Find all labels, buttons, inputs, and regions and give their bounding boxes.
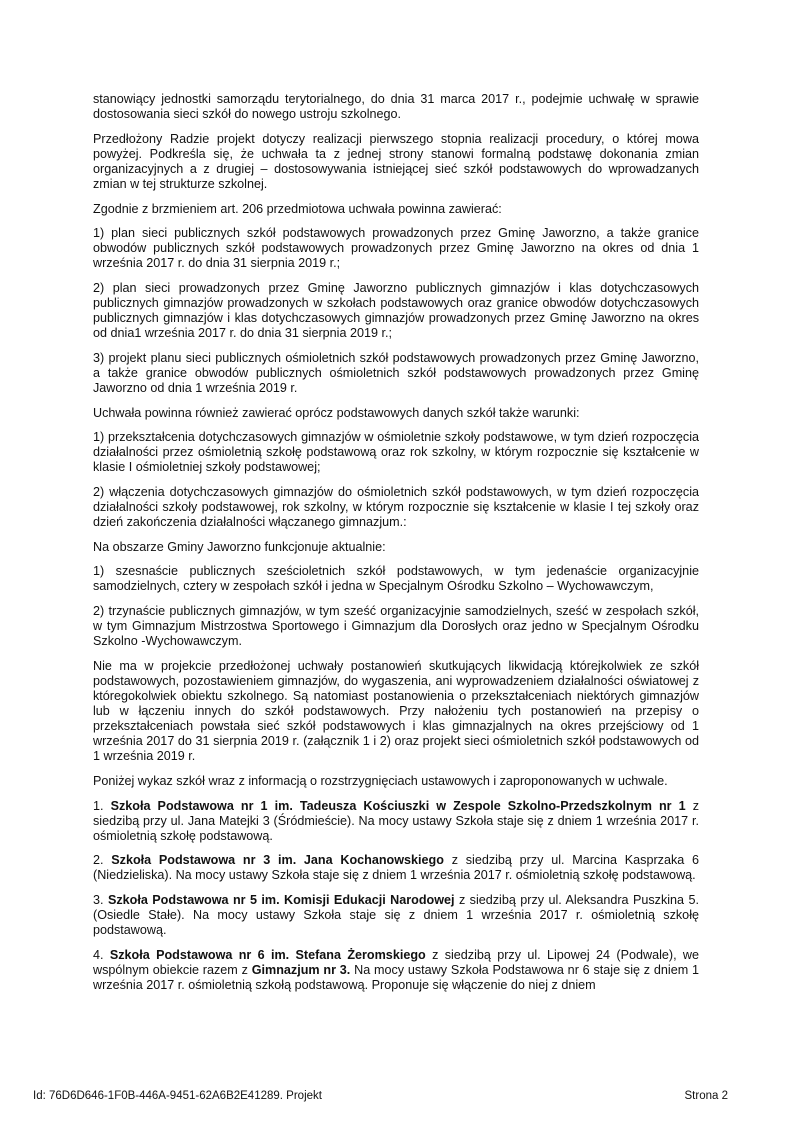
paragraph: Zgodnie z brzmieniem art. 206 przedmiotowa uchwała powinna zawierać:: [93, 201, 502, 216]
paragraph: Na obszarze Gminy Jaworzno funkcjonuje aktualnie:: [93, 539, 386, 554]
paragraph: Przedłożony Radzie projekt dotyczy realizacji pierwszego stopnia realizacji procedury, o której mowa powyżej. Podkreśla się, że uchwała ta z jednej strony stanowi formalną podstawę dokonania zmian organizacyjnych a z drugiej – dostosowywania istniejącej sieć szkół podstawowych do wprowadzanych zmian w tej strukturze szkolnej.: [93, 131, 699, 191]
school-number: 4.: [93, 947, 104, 962]
paragraph: 2) trzynaście publicznych gimnazjów, w tym sześć organizacyjnie samodzielnych, sześć w zespołach szkół, w tym Gimnazjum Mistrzostwa Sportowego i Gimnazjum dla Dorosłych oraz jedno w Specjalnym Ośrodku Szkolno -Wychowawczym.: [93, 604, 699, 649]
school-text: z siedzibą przy ul. Lipowej 24 (Podwale), we wspólnym obiekcie razem z: [93, 947, 700, 977]
school-item: [93, 853, 699, 883]
school-text: z siedzibą przy ul. Marcina Kasprzaka 6 (Niedzieliska). Na mocy ustawy Szkoła staje się z dniem 1 września 2017 r. ośmioletnią szkołę podstawową.: [93, 853, 700, 883]
paragraph: Uchwała powinna również zawierać oprócz podstawowych danych szkół także warunki:: [93, 405, 580, 420]
paragraph: 2) włączenia dotychczasowych gimnazjów do ośmioletnich szkół podstawowych, w tym dzień rozpoczęcia działalności szkoły podstawowej, rok szkolny, w którym rozpocznie się kształcenie w klasie I tej szkoły oraz dzień zakończenia działalności włączanego gimnazjum.:: [93, 484, 699, 530]
document-id: Id: 76D6D646-1F0B-446A-9451-62A6B2E41289. Projekt: [33, 1090, 322, 1102]
school-item: [93, 893, 699, 938]
school-name: Szkoła Podstawowa nr 3 im. Jana Kochanowskiego: [111, 853, 444, 868]
gymnasium-name: Gimnazjum nr 3.: [251, 962, 351, 977]
paragraph: 3) projekt planu sieci publicznych ośmioletnich szkół podstawowych prowadzonych przez Gminę Jaworzno, a także granice obwodów publicznych ośmioletnich szkół podstawowych prowadzonych przez Gminę Jaworzno od dnia 1 września 2019 r.: [93, 350, 699, 395]
school-text: Na mocy ustawy Szkoła Podstawowa nr 6 staje się z dniem 1 września 2017 r. ośmioletnią szkołą podstawową. Proponuje się włączenie do niej z dniem: [93, 962, 699, 992]
school-number: 3.: [93, 893, 104, 908]
school-name: Szkoła Podstawowa nr 6 im. Stefana Żeromskiego: [109, 947, 426, 962]
school-item: [93, 799, 699, 844]
paragraph: Nie ma w projekcie przedłożonej uchwały postanowień skutkujących likwidacją którejkolwiek ze szkół podstawowych, pozostawieniem gimnazjów, do wygaszenia, ani wyprowadzeniem działalności oświatowej z któregokolwiek obiektu szkolnego. Są natomiast postanowienia o przekształceniach niektórych gimnazjów lub w łączeniu innych do szkół podstawowych. Przy nałożeniu tych postanowień na przepisy o przekształceniach powstała sieć szkół podstawowych i klas gimnazjalnych na okres przejściowy od 1 września 2017 do 31 sierpnia 2019 r. (załącznik 1 i 2) oraz projekt sieci ośmioletnich szkół podstawowych od 1 września 2019 r.: [93, 658, 699, 764]
paragraph: 1) plan sieci publicznych szkół podstawowych prowadzonych przez Gminę Jaworzno, a także granice obwodów publicznych szkół podstawowych prowadzonych przez Gminę Jaworzno na okres od dnia 1 września 2017 r. do dnia 31 sierpnia 2019 r.;: [93, 226, 699, 271]
paragraph: 1) szesnaście publicznych sześcioletnich szkół podstawowych, w tym jedenaście organizacyjnie samodzielnych, cztery w zespołach szkół i jedna w Specjalnym Ośrodku Szkolno – Wychowawczym,: [93, 564, 699, 594]
school-text: z siedzibą przy ul. Aleksandra Puszkina 5. (Osiedle Stałe). Na mocy ustawy Szkoła staje się z dniem 1 września 2017 r. ośmioletnią szkołę podstawową.: [93, 893, 699, 938]
school-item: [93, 948, 699, 993]
paragraph: 1) przekształcenia dotychczasowych gimnazjów w ośmioletnie szkoły podstawowe, w tym dzień rozpoczęcia działalności przez ośmioletnią szkołę podstawową oraz rok szkolny, w którym rozpocznie się kształcenie w klasie I ośmioletniej szkoły podstawowej;: [93, 430, 699, 475]
document-body: [93, 92, 699, 993]
school-number: 1.: [93, 798, 104, 813]
school-name: Szkoła Podstawowa nr 1 im. Tadeusza Kościuszki w Zespole Szkolno-Przedszkolnym nr 1: [110, 798, 686, 813]
school-number: 2.: [93, 853, 104, 868]
paragraph: stanowiący jednostki samorządu terytorialnego, do dnia 31 marca 2017 r., podejmie uchwałę w sprawie dostosowania sieci szkół do nowego ustroju szkolnego.: [93, 92, 699, 122]
school-name: Szkoła Podstawowa nr 5 im. Komisji Edukacji Narodowej: [107, 893, 455, 908]
school-text: z siedzibą przy ul. Jana Matejki 3 (Śródmieście). Na mocy ustawy Szkoła staje się z dniem 1 września 2017 r. ośmioletnią szkołę podstawową.: [93, 798, 700, 843]
page-number: Strona 2: [684, 1090, 728, 1102]
paragraph: 2) plan sieci prowadzonych przez Gminę Jaworzno publicznych gimnazjów i klas dotychczasowych publicznych gimnazjów prowadzonych w szkołach podstawowych oraz granice obwodów dotychczasowych publicznych gimnazjów i klas dotychczasowych gimnazjów prowadzonych przez Gminę Jaworzno na okres od dnia1 września 2017 r. do dnia 31 sierpnia 2019 r.;: [93, 280, 699, 341]
paragraph: Poniżej wykaz szkół wraz z informacją o rozstrzygnięciach ustawowych i zaproponowanych w uchwale.: [93, 773, 668, 788]
